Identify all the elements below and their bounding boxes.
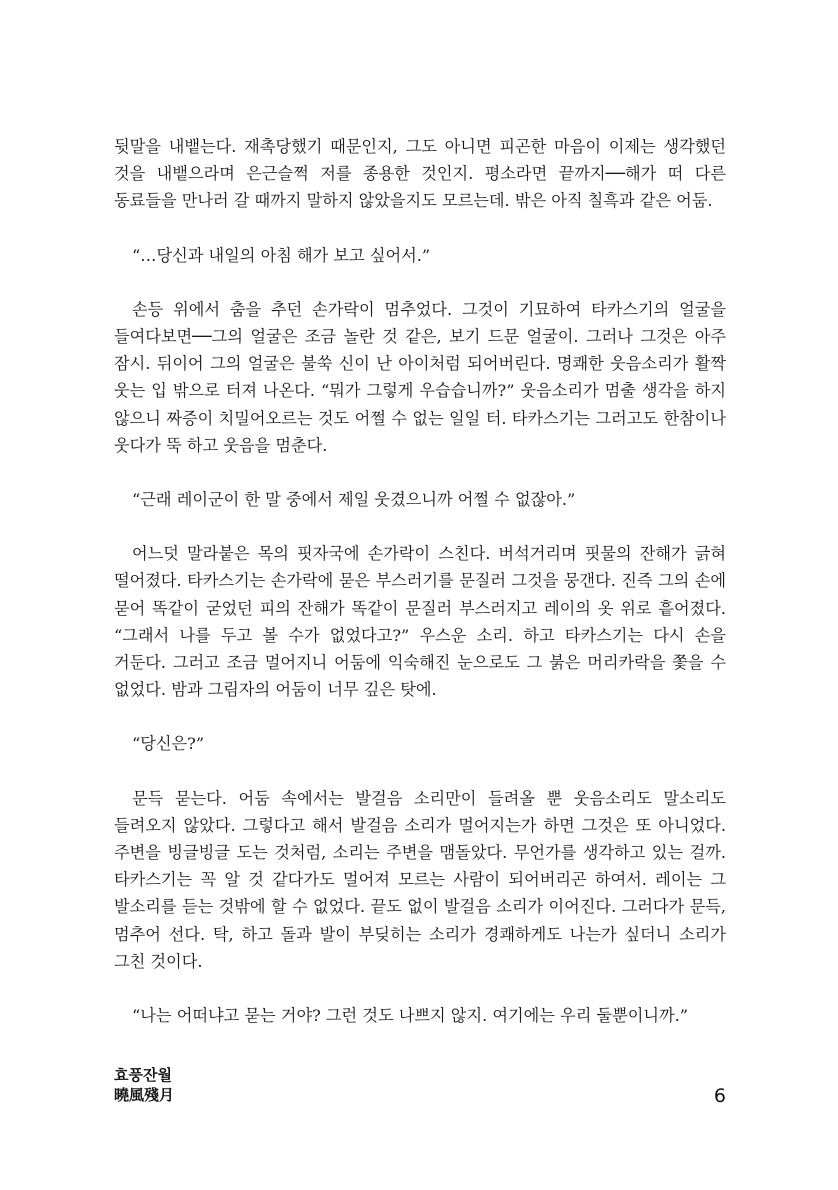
page-footer [114, 1065, 726, 1109]
dialogue-line: “나는 어떠냐고 묻는 거야? 그런 것도 나쁘지 않지. 여기에는 우리 둘뿐이니까.” [132, 1006, 689, 1026]
paragraph: 손등 위에서 춤을 추던 손가락이 멈추었다. 그것이 기묘하여 타카스기의 얼굴을 들여다보면──그의 얼굴은 조금 놀란 것 같은, 보기 드문 얼굴이. 그러나 그것은 아주 잠시. 뒤이어 그의 얼굴은 불쑥 신이 난 아이처럼 되어버린다. 명쾌한 웃음소리가 활짝 웃는 입 밖으로 터져 나온다. “뭐가 그렇게 우습습니까?” 웃음소리가 멈출 생각을 하지 않으니 짜증이 치밀어오르는 것도 어쩔 수 없는 일일 터. 타카스기는 그러고도 한참이나 웃다가 뚝 하고 웃음을 멈춘다. [114, 299, 726, 455]
page-number: 6 [713, 1085, 726, 1107]
paragraph: 어느덧 말라붙은 목의 핏자국에 손가락이 스친다. 버석거리며 핏물의 잔해가 긁혀 떨어졌다. 타카스기는 손가락에 묻은 부스러기를 문질러 그것을 뭉갠다. 진즉 그의 손에 묻어 똑같이 굳었던 피의 잔해가 똑같이 문질러 부스러지고 레이의 옷 위로 흩어졌다. “그래서 나를 두고 볼 수가 없었다고?” 우스운 소리. 하고 타카스기는 다시 손을 거둔다. 그러고 조금 멀어지니 어둠에 익숙해진 눈으로도 그 붉은 머리카락을 쫓을 수 없었다. 밤과 그림자의 어둠이 너무 깊은 탓에. [114, 544, 726, 700]
dialogue-line: “…당신과 내일의 아침 해가 보고 싶어서.” [132, 245, 431, 265]
dialogue-line: “당신은?” [132, 734, 205, 754]
paragraph: 뒷말을 내뱉는다. 재촉당했기 때문인지, 그도 아니면 피곤한 마음이 이제는 생각했던 것을 내뱉으라며 은근슬쩍 저를 종용한 것인지. 평소라면 끝까지──해가 떠 다른 동료들을 만나러 갈 때까지 말하지 않았을지도 모르는데. 밖은 아직 칠흑과 같은 어둠. [114, 137, 726, 211]
dialogue-line: “근래 레이군이 한 말 중에서 제일 웃겼으니까 어쩔 수 없잖아.” [132, 490, 576, 510]
book-title-korean: 효풍잔월 [114, 1066, 172, 1084]
page-body [114, 133, 726, 1029]
book-title [114, 1065, 174, 1105]
paragraph: 문득 묻는다. 어둠 속에서는 발걸음 소리만이 들려올 뿐 웃음소리도 말소리도 들려오지 않았다. 그렇다고 해서 발걸음 소리가 멀어지는가 하면 그것은 또 아니었다. 주변을 빙글빙글 도는 것처럼, 소리는 주변을 맴돌았다. 무언가를 생각하고 있는 걸까. 타카스기는 꼭 알 것 같다가도 멀어져 모르는 사람이 되어버리곤 하여서. 레이는 그 발소리를 듣는 것밖에 할 수 없었다. 끝도 없이 발걸음 소리가 이어진다. 그러다가 문득, 멈추어 선다. 탁, 하고 돌과 발이 부딪히는 소리가 경쾌하게도 나는가 싶더니 소리가 그친 것이다. [114, 788, 726, 971]
book-title-hanja: 曉風殘月 [114, 1086, 175, 1104]
